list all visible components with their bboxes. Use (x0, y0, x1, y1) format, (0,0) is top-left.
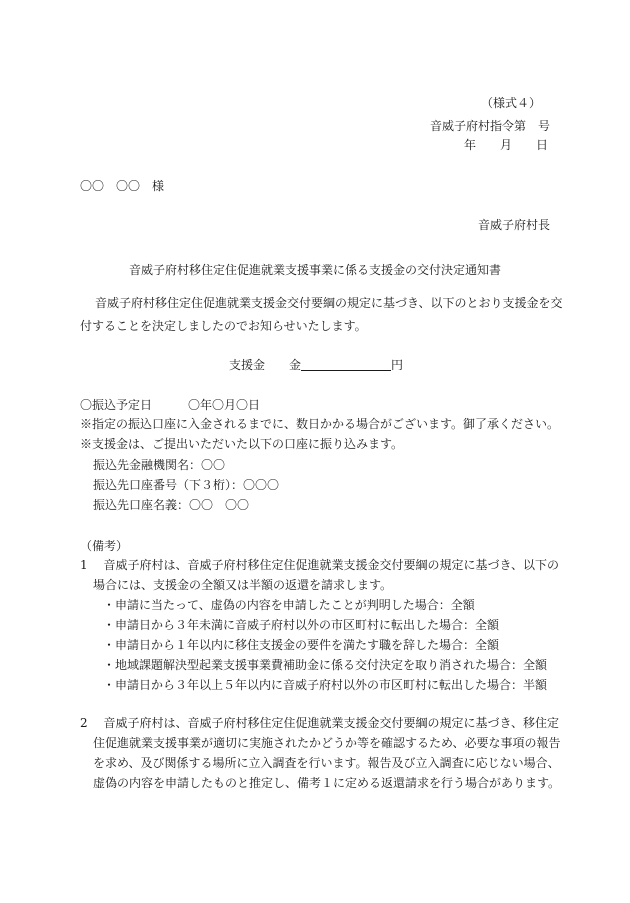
remarks-bullet: ・申請日から３年以上５年以内に音威子府村以外の市区町村に転出した場合：半額 (103, 678, 548, 692)
document-title: 音威子府村移住定住促進就業支援事業に係る支援金の交付決定通知書 (128, 263, 501, 277)
remarks-bullet: ・申請日から１年以内に移住支援金の要件を満たす職を辞した場合：全額 (103, 638, 500, 652)
amount-line (229, 358, 403, 371)
amount-unit: 円 (391, 358, 404, 372)
amount-label: 支援金 金 (229, 358, 302, 372)
directive-number: 音威子府村指令第 号 (429, 119, 550, 133)
remarks-item-2-line-3: を求め、及び関係する場所に立入調査を行います。報告及び立入調査に応じない場合、 (93, 756, 560, 770)
issue-date: 年 月 日 (463, 138, 548, 152)
transfer-bank: 振込先金融機関名：〇〇 (93, 458, 226, 472)
remarks-item-2-line-4: 虚偽の内容を申請したものと推定し、備考１に定める返還請求を行う場合があります。 (93, 776, 561, 790)
form-number: （様式４） (480, 96, 541, 110)
intro-line-2: 付することを決定しましたのでお知らせいたします。 (80, 319, 367, 333)
remarks-item-1-line-1: 1 音威子府村は、音威子府村移住定住促進就業支援金交付要綱の規定に基づき、以下の (80, 558, 559, 572)
remarks-item-1-line-2: 場合には、支援金の全額又は半額の返還を請求します。 (93, 578, 393, 592)
sender-title: 音威子府村長 (477, 218, 550, 232)
transfer-scheduled: 〇振込予定日 〇年〇月〇日 (80, 398, 261, 412)
transfer-note-2: ※支援金は、ご提出いただいた以下の口座に振り込みます。 (80, 437, 404, 451)
recipient-name: 〇〇 〇〇 様 (80, 179, 165, 193)
remarks-bullet: ・申請に当たって、虚偽の内容を申請したことが判明した場合：全額 (103, 598, 475, 612)
transfer-account-name: 振込先口座名義：〇〇 〇〇 (93, 498, 250, 512)
transfer-note-1: ※指定の振込口座に入金されるまでに、数日かかる場合がございます。御了承ください。 (80, 417, 560, 431)
remarks-bullet: ・申請日から３年未満に音威子府村以外の市区町村に転出した場合：全額 (103, 618, 500, 632)
remarks-heading: （備考） (80, 539, 129, 553)
remarks-item-2-line-2: 住促進就業支援事業が適切に実施されたかどうか等を確認するため、必要な事項の報告 (93, 736, 561, 750)
intro-line-1: 音威子府村移住定住促進就業支援金交付要綱の規定に基づき、以下のとおり支援金を交 (95, 296, 563, 310)
transfer-account-number: 振込先口座番号（下３桁）：〇〇〇 (93, 478, 280, 492)
amount-blank (301, 358, 391, 371)
remarks-bullet: ・地域課題解決型起業支援事業費補助金に係る交付決定を取り消された場合：全額 (103, 658, 548, 672)
remarks-item-2-line-1: 2 音威子府村は、音威子府村移住定住促進就業支援金交付要綱の規定に基づき、移住定 (80, 716, 559, 730)
